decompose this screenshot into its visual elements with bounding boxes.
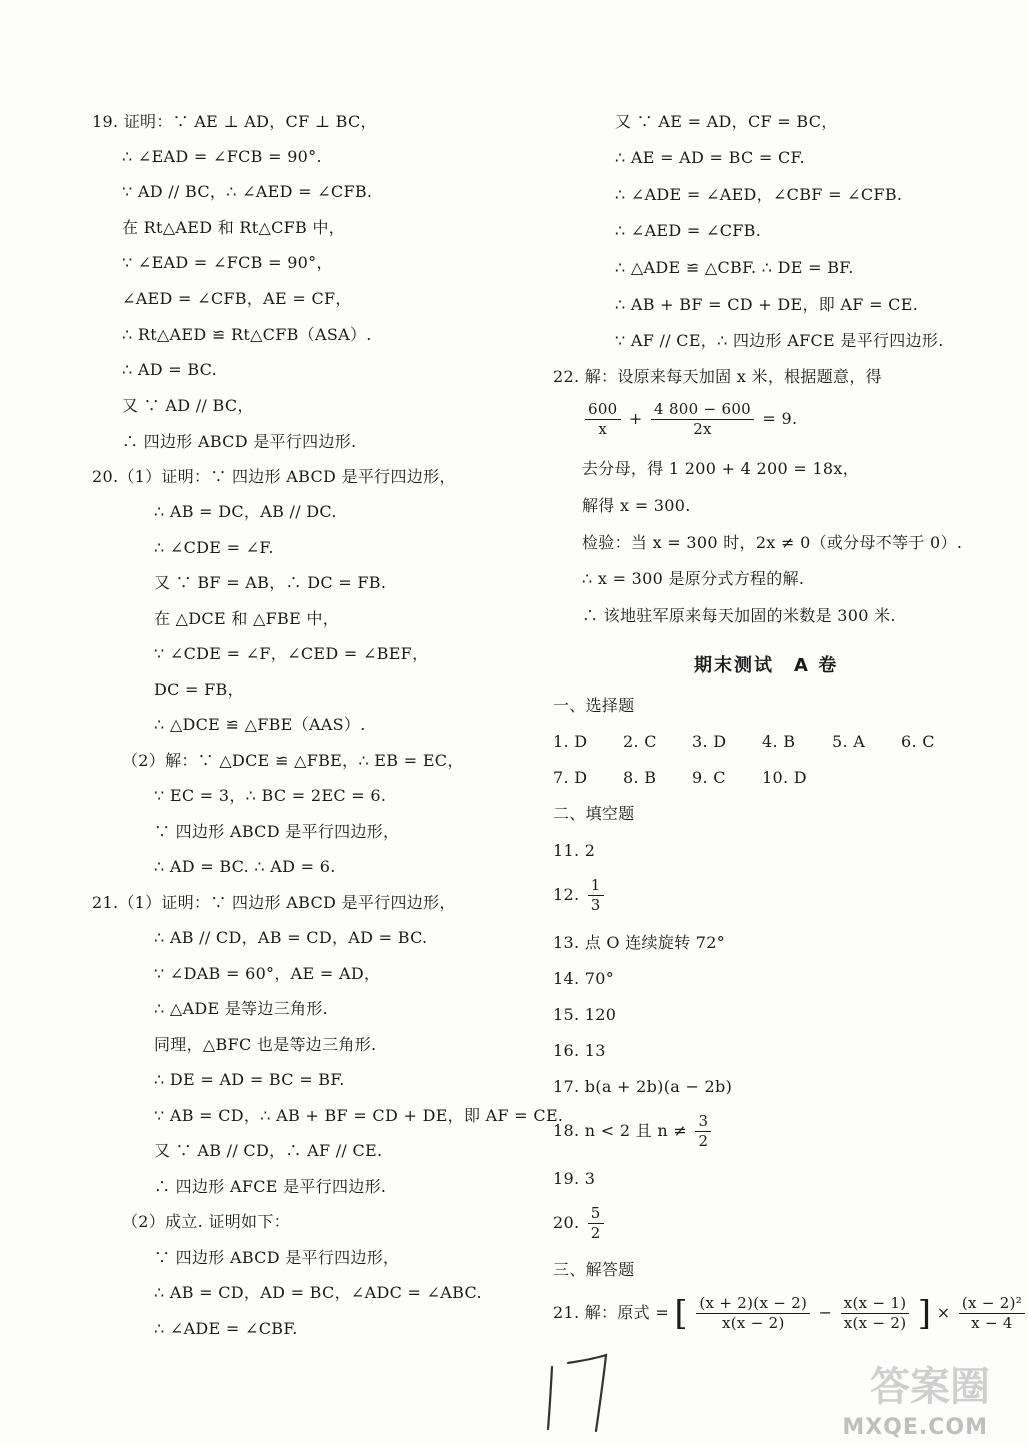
fill-answer [553,1206,607,1241]
q20-line: DC = FB， [154,680,244,699]
numerator: 4 800 − 600 [651,402,754,420]
denominator: x [598,420,608,438]
section-heading: 三、解答题 [553,1260,635,1279]
q21-line: ∴ AB = CD，AD = BC，∠ADC = ∠ABC. [154,1283,482,1302]
q20-line: ∴ ∠CDE = ∠F. [154,538,274,557]
choice-answer: 10. D [762,768,807,787]
choice-answer: 8. B [623,768,657,787]
q21-line: 又 ∵ AB // CD，∴ AF // CE. [154,1141,383,1160]
q21-line: ∵ AB = CD，∴ AB + BF = CD + DE，即 AF = CE. [154,1106,564,1125]
answer-text: 21. 解：原式 = [553,1303,670,1322]
q20-line: ∴ AB = DC，AB // DC. [154,502,337,521]
q19-line: ∴ Rt△AED ≌ Rt△CFB（ASA）. [122,325,372,344]
choice-answer: 2. C [623,732,657,751]
q22-line: ∴ x = 300 是原分式方程的解. [582,569,805,588]
denominator: x(x − 2) [843,1314,907,1332]
denominator: 2x [693,420,712,438]
fraction [841,1296,910,1331]
section-title: 期末测试 A 卷 [694,655,839,676]
section-heading: 一、选择题 [553,696,635,715]
solution-line [553,1293,1028,1334]
q20-line: ∴ △DCE ≌ △FBE（AAS）. [154,715,366,734]
fill-answer: 15. 120 [553,1005,617,1024]
q20-line: ∴ AD = BC. ∴ AD = 6. [154,857,336,876]
fill-answer: 13. 点 O 连续旋转 72° [553,933,726,952]
q20-line: （2）解：∵ △DCE ≌ △FBE，∴ EB = EC， [122,751,464,770]
denominator: x − 4 [971,1314,1013,1332]
fill-answer: 16. 13 [553,1041,606,1060]
equation-rhs: = 9. [762,409,798,428]
watermark-url: MXQE.COM [842,1415,988,1440]
answer-number: 12. [553,885,580,904]
q21-line: ∴ AB // CD，AB = CD，AD = BC. [154,928,428,947]
denominator: x(x − 2) [721,1314,785,1332]
proof-line: ∴ AB + BF = CD + DE，即 AF = CE. [615,295,919,314]
section-heading: 二、填空题 [553,804,635,823]
proof-line: 又 ∵ AE = AD，CF = BC， [615,112,838,131]
numerator: x(x − 1) [841,1296,910,1314]
q21-line: 同理，△BFC 也是等边三角形. [154,1035,377,1054]
q19-line: 19. 证明：∵ AE ⊥ AD，CF ⊥ BC， [92,112,377,131]
fraction [959,1296,1025,1331]
fraction [588,878,604,913]
choice-answer: 3. D [692,732,727,751]
numerator: (x + 2)(x − 2) [696,1296,810,1314]
q19-line: ∴ 四边形 ABCD 是平行四边形. [122,432,357,451]
q21-line: （2）成立. 证明如下： [122,1212,290,1231]
numerator: 1 [588,878,604,896]
fill-answer [553,878,607,913]
fill-answer [553,1114,714,1149]
fill-answer: 17. b(a + 2b)(a − 2b) [553,1077,733,1096]
fill-answer: 19. 3 [553,1169,596,1188]
q21-line: ∴ 四边形 AFCE 是平行四边形. [154,1177,387,1196]
choice-answer: 5. A [832,732,866,751]
q22-equation [582,402,797,437]
right-bracket: ] [917,1293,932,1334]
q20-line: ∵ ∠CDE = ∠F，∠CED = ∠BEF， [154,644,429,663]
watermark-logo: 答案圈 [870,1364,990,1410]
minus-sign: − [818,1303,833,1322]
q21-line: ∴ △ADE 是等边三角形. [154,999,329,1018]
fraction [588,1206,604,1241]
fraction [585,402,621,437]
times-sign: × [936,1303,951,1322]
q19-line: ∵ ∠EAD = ∠FCB = 90°， [122,253,333,272]
choice-answer: 4. B [762,732,796,751]
q21-line: ∴ ∠ADE = ∠CBF. [154,1319,298,1338]
answer-text: 18. n < 2 且 n ≠ [553,1121,688,1140]
fraction [651,402,754,437]
proof-line: ∴ AE = AD = BC = CF. [615,148,805,167]
plus-sign: + [628,409,643,428]
q19-line: ∴ AD = BC. [122,360,218,379]
q20-line: 20.（1）证明：∵ 四边形 ABCD 是平行四边形， [92,467,456,486]
q22-line: 检验：当 x = 300 时，2x ≠ 0（或分母不等于 0）. [582,533,963,552]
q22-line: 解得 x = 300. [582,496,691,515]
denominator: 3 [590,896,601,914]
q22-line: ∴ 该地驻军原来每天加固的米数是 300 米. [582,606,896,625]
choice-answer: 7. D [553,768,588,787]
q19-line: ∴ ∠EAD = ∠FCB = 90°. [122,147,322,166]
left-bracket: [ [674,1293,688,1334]
proof-line: ∴ ∠ADE = ∠AED，∠CBF = ∠CFB. [615,185,903,204]
q20-line: ∵ EC = 3，∴ BC = 2EC = 6. [154,786,387,805]
choice-answer: 9. C [692,768,726,787]
choice-answer: 1. D [553,732,588,751]
q19-line: ∵ AD // BC，∴ ∠AED = ∠CFB. [122,182,373,201]
fill-answer: 14. 70° [553,969,614,988]
fill-answer: 11. 2 [553,841,596,860]
q22-line: 去分母，得 1 200 + 4 200 = 18x， [582,459,860,478]
fraction [695,1114,711,1149]
q20-line: ∵ 四边形 ABCD 是平行四边形， [154,822,400,841]
q20-line: 又 ∵ BF = AB，∴ DC = FB. [154,573,387,592]
q21-line: 21.（1）证明：∵ 四边形 ABCD 是平行四边形， [92,893,456,912]
numerator: 5 [588,1206,604,1224]
numerator: (x − 2)² [959,1296,1025,1314]
numerator: 3 [695,1114,711,1132]
answer-number: 20. [553,1213,580,1232]
proof-line: ∴ △ADE ≌ △CBF. ∴ DE = BF. [615,258,854,277]
denominator: 2 [698,1132,709,1150]
proof-line: ∵ AF // CE，∴ 四边形 AFCE 是平行四边形. [615,331,944,350]
q21-line: ∵ ∠DAB = 60°，AE = AD， [154,964,381,983]
q21-line: ∵ 四边形 ABCD 是平行四边形， [154,1248,400,1267]
q19-line: 在 Rt△AED 和 Rt△CFB 中， [122,218,346,237]
q21-line: ∴ DE = AD = BC = BF. [154,1070,345,1089]
proof-line: ∴ ∠AED = ∠CFB. [615,221,762,240]
q22-line: 22. 解：设原来每天加固 x 米，根据题意，得 [553,367,882,386]
denominator: 2 [590,1224,601,1242]
numerator: 600 [585,402,621,420]
choice-answer: 6. C [901,732,935,751]
handwritten-page-number [538,1345,618,1435]
q19-line: 又 ∵ AD // BC， [122,396,254,415]
q19-line: ∠AED = ∠CFB，AE = CF， [122,289,352,308]
fraction [696,1296,810,1331]
q20-line: 在 △DCE 和 △FBE 中， [154,609,340,628]
